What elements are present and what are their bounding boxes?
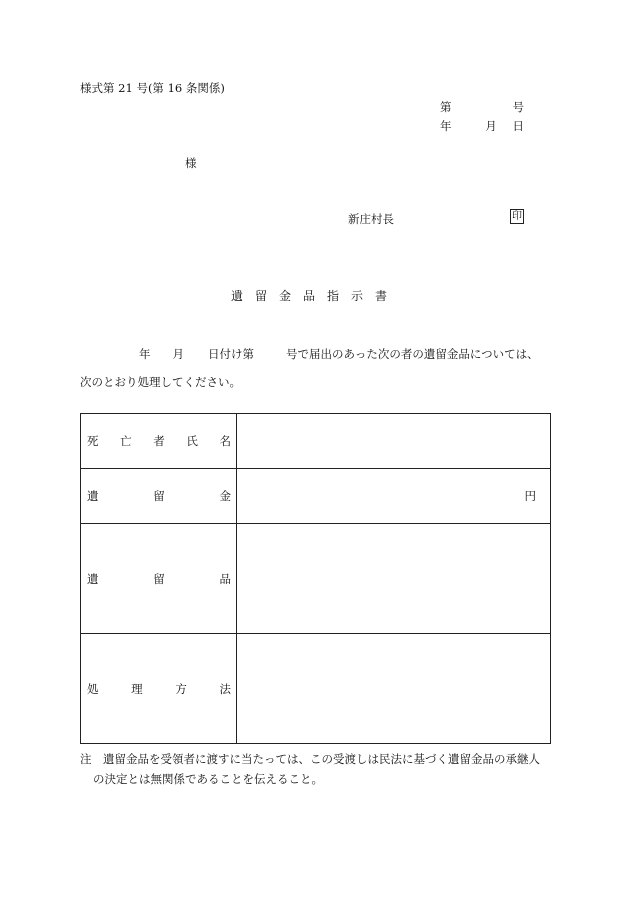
intro-day-suffix: 日付け第 xyxy=(208,347,254,361)
label-left-items xyxy=(81,524,237,634)
label-char: 法 xyxy=(219,681,231,696)
form-id: 様式第 21 号(第 16 条関係) xyxy=(80,81,225,95)
intro-month: 月 xyxy=(172,347,184,361)
label-char: 留 xyxy=(153,571,165,586)
table-row xyxy=(81,414,551,469)
intro-line-2: 次のとおり処理してください。 xyxy=(80,375,241,389)
label-char: 死 xyxy=(87,434,99,448)
document-date xyxy=(440,118,524,134)
document-number xyxy=(440,99,524,115)
label-char: 名 xyxy=(219,434,231,448)
label-disposal-method xyxy=(81,634,237,744)
page-title: 遺留金品指示書 xyxy=(230,289,399,303)
label-char: 遺 xyxy=(87,571,99,586)
value-left-money[interactable]: 円 xyxy=(237,469,551,524)
label-char: 方 xyxy=(175,681,187,696)
date-month: 月 xyxy=(485,119,497,133)
issuer-name: 新庄村長 xyxy=(348,212,394,226)
date-day: 日 xyxy=(512,119,524,133)
label-char: 処 xyxy=(87,681,99,696)
intro-line-1 xyxy=(139,346,539,362)
label-char: 亡 xyxy=(120,434,132,448)
seal-mark: 印 xyxy=(512,211,522,222)
label-char: 品 xyxy=(219,571,231,586)
table-row xyxy=(81,469,551,524)
intro-year: 年 xyxy=(139,347,151,361)
label-char: 留 xyxy=(153,489,165,503)
label-char: 者 xyxy=(153,434,165,448)
label-char: 氏 xyxy=(186,434,198,448)
label-char: 金 xyxy=(219,489,231,503)
label-char: 遺 xyxy=(87,489,99,503)
table-row xyxy=(81,634,551,744)
label-deceased-name xyxy=(81,414,237,469)
intro-rest: 号で届出のあった次の者の遺留金品については、 xyxy=(286,347,539,361)
number-prefix: 第 xyxy=(440,100,452,114)
label-left-money xyxy=(81,469,237,524)
label-char: 理 xyxy=(131,681,143,696)
value-disposal-method[interactable] xyxy=(237,634,551,744)
number-suffix: 号 xyxy=(512,100,524,114)
value-deceased-name[interactable] xyxy=(237,414,551,469)
value-left-items[interactable] xyxy=(237,524,551,634)
table-row xyxy=(81,524,551,634)
note-line-1: 注 遺留金品を受領者に渡すに当たっては、この受渡しは民法に基づく遺留金品の承継人 xyxy=(80,752,540,766)
date-year: 年 xyxy=(440,119,452,133)
addressee-honorific: 様 xyxy=(185,156,197,170)
info-table xyxy=(80,413,551,744)
note-line-2: の決定とは無関係であることを伝えること。 xyxy=(93,772,323,786)
